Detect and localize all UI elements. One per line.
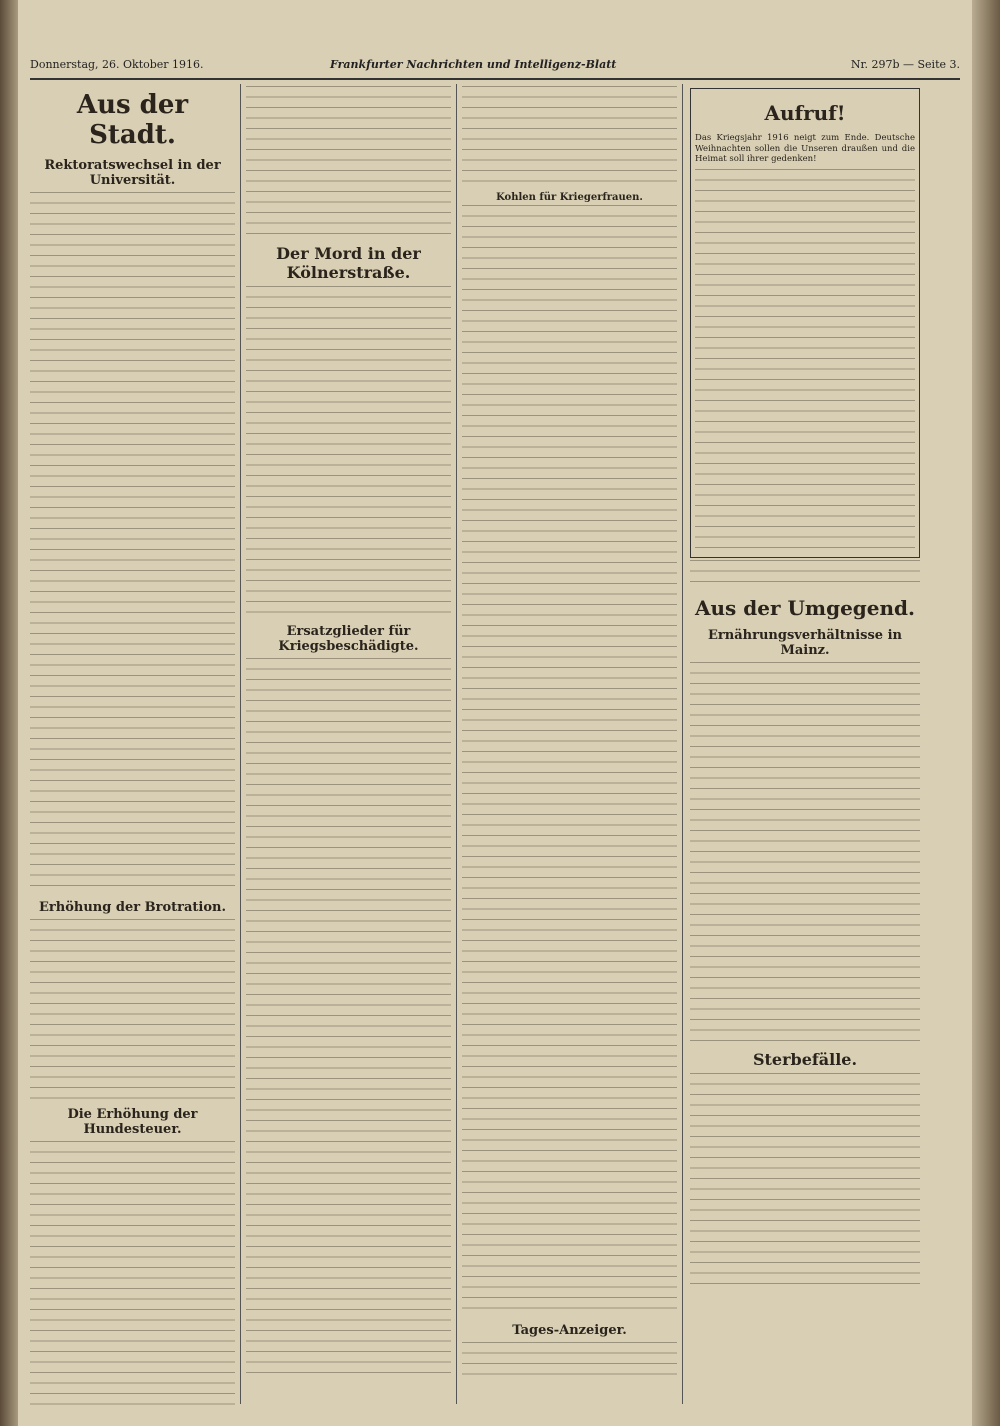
- article-body: [462, 86, 677, 186]
- appeal-box: [690, 88, 920, 558]
- article-body: [30, 1141, 235, 1406]
- article-heading-dogtax: Die Erhöhung der Hundesteuer.: [67, 1107, 198, 1137]
- notice-body: [690, 560, 920, 590]
- article-body: [690, 662, 920, 1042]
- column-1: [30, 84, 235, 1406]
- column-4: [690, 84, 920, 1406]
- column-divider: [240, 84, 241, 1404]
- page-header: [30, 56, 960, 76]
- header-rule: [30, 78, 960, 80]
- daily-announcements: Tages-Anzeiger.: [512, 1323, 627, 1338]
- article-heading-prosthetics: Ersatzglieder für Kriegsbeschädigte.: [278, 624, 419, 654]
- death-notices: [690, 1073, 920, 1293]
- issue-date: Donnerstag, 26. Oktober 1916.: [30, 58, 204, 71]
- column-divider: [682, 84, 683, 1404]
- masthead: Frankfurter Nachrichten und Intelligenz-Blatt: [330, 58, 617, 71]
- article-heading-murder: Der Mord in der Kölnerstraße.: [276, 244, 421, 282]
- region-title: Aus der Umgegend.: [695, 595, 915, 620]
- column-2: [246, 84, 451, 1406]
- article-body: [246, 658, 451, 1378]
- article-body: [246, 86, 451, 236]
- article-body: [462, 205, 677, 1315]
- section-title: Aus der Stadt.: [76, 90, 189, 150]
- article-body: [462, 1342, 677, 1382]
- article-heading-bread: Erhöhung der Brotration.: [39, 900, 226, 915]
- page-edge-right: [972, 0, 1000, 1426]
- column-divider: [456, 84, 457, 1404]
- article-body: [30, 192, 235, 892]
- article-body: [246, 286, 451, 616]
- column-3: [462, 84, 677, 1406]
- appeal-body: [695, 169, 915, 549]
- page-number: Nr. 297b — Seite 3.: [850, 58, 960, 71]
- deaths-heading: Sterbefälle.: [752, 1049, 858, 1069]
- article-heading-coal: Kohlen für Kriegerfrauen.: [496, 192, 643, 203]
- region-subheading: Ernährungsverhältnisse in Mainz.: [708, 627, 902, 658]
- article-body: [30, 919, 235, 1099]
- page-edge-left: [0, 0, 18, 1426]
- appeal-title: Aufruf!: [764, 101, 846, 125]
- appeal-text: Das Kriegsjahr 1916 neigt zum Ende. Deutsche Weihnachten sollen die Unseren draußen und die Heimat soll ihrer gedenken!: [695, 133, 915, 164]
- article-heading-rectorate: Rektoratswechsel in der Universität.: [44, 158, 221, 188]
